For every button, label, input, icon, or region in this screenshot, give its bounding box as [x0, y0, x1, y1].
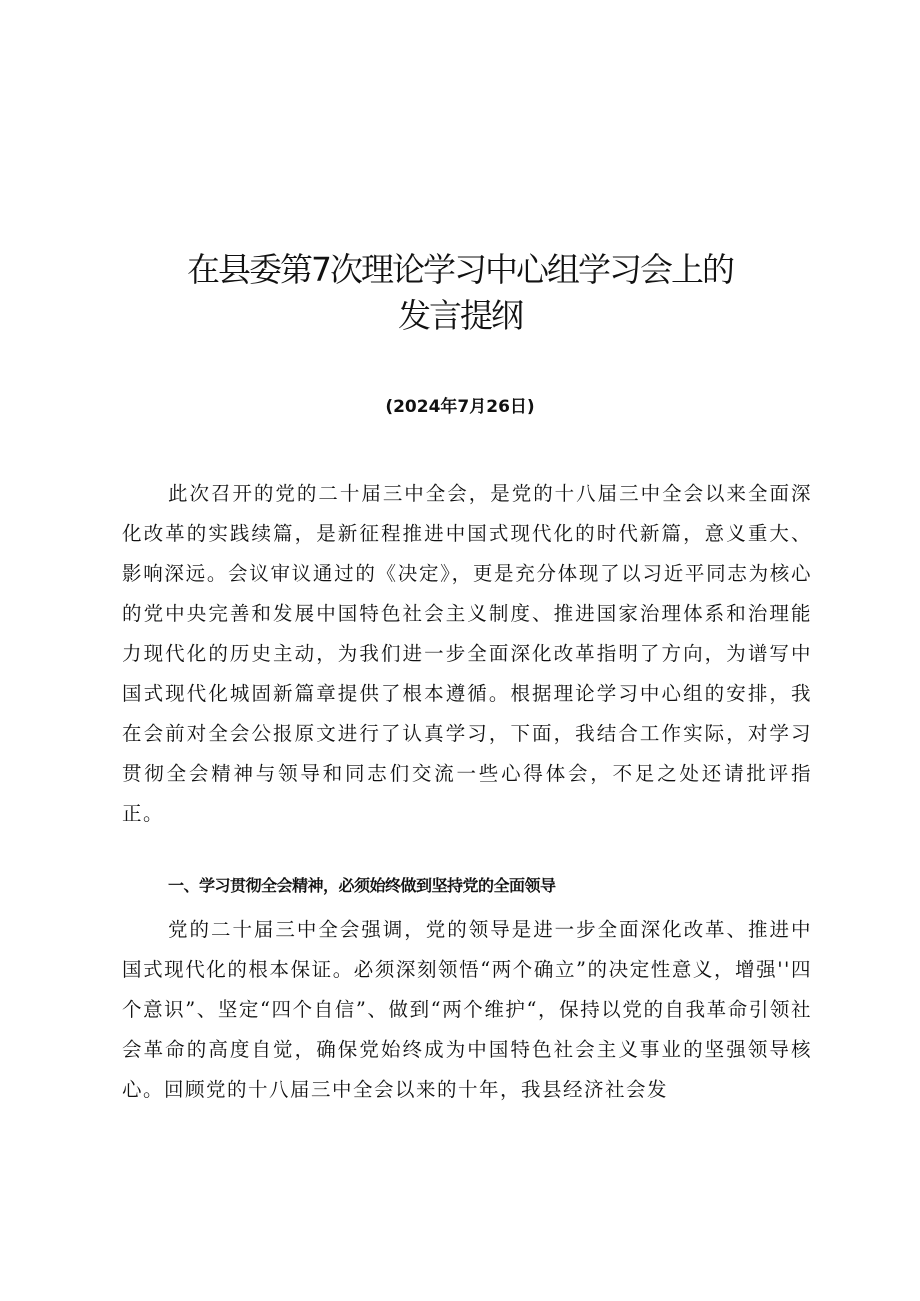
document-title-line-2: 发言提纲 — [398, 296, 522, 335]
section-1-paragraph: 党的二十届三中全会强调，党的领导是进一步全面深化改革、推进中国式现代化的根本保证。必须深刻领悟“两个确立”的决定性意义，增强''四个意识”、坚定“四个自信”、做到“两个维护“，保持以党的自我革命引领社会革命的高度自觉，确保党始终成为中国特色社会主义事业的坚强领导核心。回顾党的十八届三中全会以来的十年，我县经济社会发 — [122, 918, 812, 1101]
document-date: (2024年7月26日) — [385, 397, 535, 417]
section-heading-1: 一、学习贯彻全会精神，必须始终做到坚持党的全面领导 — [168, 876, 556, 895]
intro-paragraph: 此次召开的党的二十届三中全会，是党的十八届三中全会以来全面深化改革的实践续篇，是新征程推进中国式现代化的时代新篇，意义重大、影响深远。会议审议通过的《决定》，更是充分体现了以习近平同志为核心的党中央完善和发展中国特色社会主义制度、推进国家治理体系和治理能力现代化的历史主动，为我们进一步全面深化改革指明了方向，为谱写中国式现代化城固新篇章提供了根本遵循。根据理论学习中心组的安排，我在会前对全会公报原文进行了认真学习，下面，我结合工作实际，对学习贯彻全会精神与领导和同志们交流一些心得体会，不足之处还请批评指正。 — [122, 482, 812, 825]
document-title-line-1: 在县委第7次理论学习中心组学习会上的 — [187, 250, 733, 289]
